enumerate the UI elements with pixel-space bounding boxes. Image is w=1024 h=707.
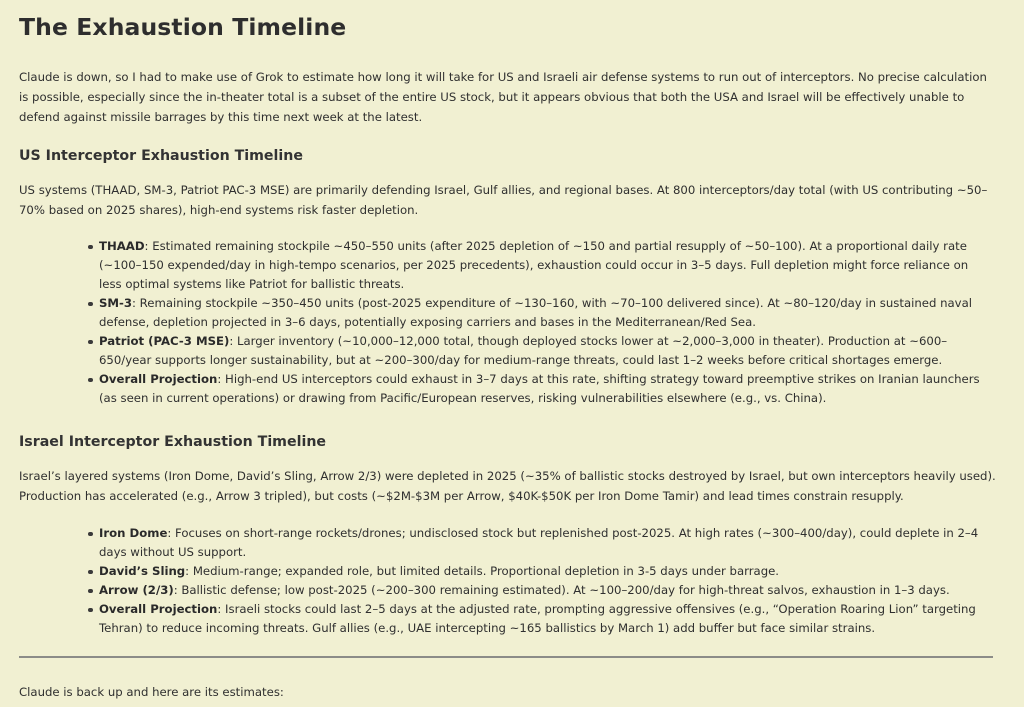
list-item-term: SM-3: [99, 296, 133, 310]
israel-section-paragraph: Israel’s layered systems (Iron Dome, David’s Sling, Arrow 2/3) were depleted in 2025 (~35% of ballistic stocks destroyed by Israel, but own interceptors heavily used). Production has accelerated (e.g., Arrow 3 tripled), but costs (~$2M-$3M per Arrow, $40K-$50K per Iron Dome Tamir) and lead times constrain resupply.: [19, 469, 996, 503]
list-item: [89, 524, 989, 562]
list-item-term: THAAD: [99, 239, 145, 253]
list-item-text: : Larger inventory (~10,000–12,000 total, though deployed stocks lower at ~2,000–3,000 in theater). Production at ~600–650/year supports longer sustainability, but at ~200–300/day for medium-range threats, could last 1–2 weeks before critical shortages emerge.: [99, 334, 948, 367]
list-item-text: : Focuses on short-range rockets/drones; undisclosed stock but replenished post-2025. At high rates (~300–400/day), could deplete in 2–4 days without US support.: [99, 526, 979, 559]
list-item-term: David’s Sling: [99, 564, 186, 578]
footer-paragraph: Claude is back up and here are its estimates:: [19, 685, 284, 699]
list-item-text: : High-end US interceptors could exhaust in 3–7 days at this rate, shifting strategy toward preemptive strikes on Iranian launchers (as seen in current operations) or drawing from Pacific/European reserves, risking vulnerabilities elsewhere (e.g., vs. China).: [99, 372, 980, 405]
us-interceptor-list: [89, 237, 989, 408]
israel-interceptor-list: [89, 524, 989, 638]
list-item-term: Patriot (PAC-3 MSE): [99, 334, 230, 348]
list-item-text: : Medium-range; expanded role, but limited details. Proportional depletion in 3-5 days under barrage.: [185, 564, 780, 578]
list-item-text: : Remaining stockpile ~350–450 units (post-2025 expenditure of ~130–160, with ~70–100 delivered since). At ~80–120/day in sustained naval defense, depletion projected in 3–6 days, potentially exposing carriers and bases in the Mediterranean/Red Sea.: [99, 296, 972, 329]
list-item: [89, 294, 989, 332]
list-item-text: : Estimated remaining stockpile ~450–550 units (after 2025 depletion of ~150 and partial resupply of ~50–100). At a proportional daily rate (~100–150 expended/day in high-tempo scenarios, per 2025 precedents), exhaustion could occur in 3–5 days. Full depletion might force reliance on less optimal systems like Patriot for ballistic threats.: [99, 239, 969, 291]
list-item: [89, 370, 989, 408]
list-item-term: Arrow (2/3): [99, 583, 174, 597]
list-item: [89, 581, 989, 600]
page-title: The Exhaustion Timeline: [19, 13, 347, 41]
list-item-term: Overall Projection: [99, 372, 218, 386]
intro-paragraph: Claude is down, so I had to make use of Grok to estimate how long it will take for US and Israeli air defense systems to run out of interceptors. No precise calculation is possible, especially since the in-theater total is a subset of the entire US stock, but it appears obvious that both the USA and Israel will be effectively unable to defend against missile barrages by this time next week at the latest.: [19, 70, 987, 124]
section-divider: [19, 656, 993, 658]
list-item-text: : Ballistic defense; low post-2025 (~200–300 remaining estimated). At ~100–200/day for high-threat salvos, exhaustion in 1–3 days.: [173, 583, 950, 597]
list-item: [89, 562, 989, 581]
list-item-text: : Israeli stocks could last 2–5 days at the adjusted rate, prompting aggressive offensives (e.g., “Operation Roaring Lion” targeting Tehran) to reduce incoming threats. Gulf allies (e.g., UAE intercepting ~165 ballistics by March 1) add buffer but face similar strains.: [99, 602, 976, 635]
us-section-heading: US Interceptor Exhaustion Timeline: [19, 148, 303, 164]
list-item: [89, 332, 989, 370]
list-item-term: Overall Projection: [99, 602, 218, 616]
israel-section-heading: Israel Interceptor Exhaustion Timeline: [19, 434, 327, 450]
us-section-paragraph: US systems (THAAD, SM-3, Patriot PAC-3 MSE) are primarily defending Israel, Gulf allies, and regional bases. At 800 interceptors/day total (with US contributing ~50–70% based on 2025 shares), high-end systems risk faster depletion.: [19, 183, 988, 217]
list-item: [89, 600, 989, 638]
list-item: [89, 237, 989, 294]
list-item-term: Iron Dome: [99, 526, 168, 540]
